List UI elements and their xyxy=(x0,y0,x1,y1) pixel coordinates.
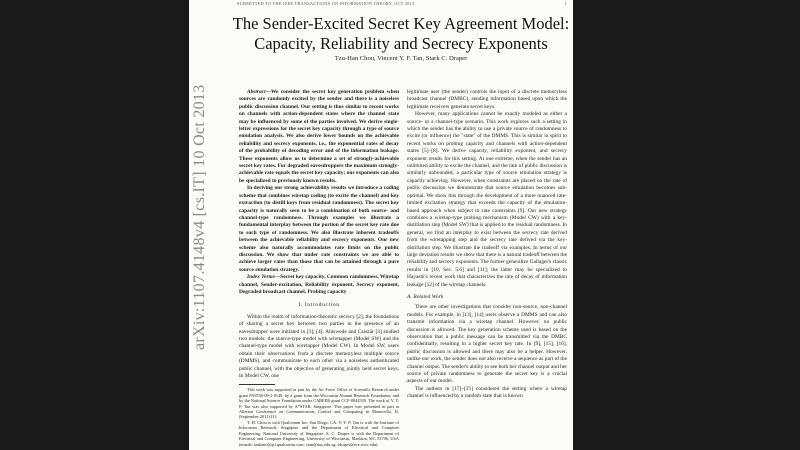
related-paragraph-2: The authors in [17]–[21] considered the setting where a wiretap channel is influenced by a random state that is known xyxy=(407,385,567,400)
footnote-affiliations: T.-H. Chou is with Qualcomm Inc; San Diego, CA. V. Y. F. Tan is with the Institute of Infocomm Research, Singapore and the Department of Electrical and Computer Engineering, National University of Singapore. S. C. Draper is with the Department of Electrical and Computer Engineering, University of Wisconsin, Madison, WI, 53706, USA (emails: tzuhanc@qti.qualcomm.com; vtan@nus.edu.sg; sdraper@ece.wisc.edu). xyxy=(239,419,399,447)
arxiv-margin xyxy=(189,0,229,450)
intro-paragraph-1: Within the realm of information-theoretic secrecy [2], the foundations of sharing a secret key between two parties in the presence of an eavesdropper were initiated in [3], [4]. Ahlswede and Csiszár [3] studied two models: the source-type model with wiretapper (Model SW) and the channel-type model with wiretapper (Model CW). In Model SW, users obtain their observations from a discrete memoryless multiple source (DMMS), and communicate to each other via a noiseless authenticated public channel, with the objective of generating jointly held secret keys. In Model CW, one xyxy=(239,313,399,380)
title-line-2: Capacity, Reliability and Secrecy Exponents xyxy=(254,34,548,53)
related-paragraph-1: There are other investigations that consider non-source, non-channel models. For example, in [13], [14] users observe a DMMS and can also transmit information via a wiretap channel. However, no public discussion is allowed. The key generation scheme used is based on the observation that a public message can be transmitted via the DMBC confidentially, resulting in a higher secret key rate. In [9], [15], [16], public discussion is allowed and there may also be a helper. However, unlike our work, the sender does not also receive a sequence as part of the channel output. The sender's ability to see both her channel output and her source of private randomness to generate the secret key is a crucial aspects of our model. xyxy=(407,304,568,385)
index-terms-lead: Index Terms xyxy=(247,274,275,281)
paper-title xyxy=(229,14,573,54)
running-header xyxy=(237,1,567,6)
abstract-lead: Abstract xyxy=(247,89,266,95)
left-column xyxy=(239,89,399,447)
right-paragraph-1: legitimate user (the sender) controls the input of a discrete memoryless broadcast channel (DMBC), sending information based upon which the legitimate receivers generate secret keys. xyxy=(407,89,567,110)
footnote-funding: This work was supported in part by the Air Force Office of Scientific Research under grant FA9550-09-1-0140, by a grant from the Wisconsin Alumni Research Foundation, and by the National Science Foundation under CAREER grant CCF-0844539. The work of V. Y. F. Tan was also supported by A*STAR, Singapore. This paper was presented in part at Allerton Conference on Communication, Control and Computing in Monticello, IL (September 2011) [1]. xyxy=(239,387,399,420)
section-1-heading: I. Introduction xyxy=(298,302,340,309)
author-list: Tzu-Han Chou, Vincent Y. F. Tan, Stark C. Draper xyxy=(334,55,468,62)
right-paragraph-2: However, many applications cannot be exactly modeled as either a source- or a channel-type scenario. This work explores such a setting in which the sender has the ability to use a private source of randomness to excite (or influence) the "state" of the DMMS. This is similar in spirit to recent works on probing capacity and channels with action-dependent states [5]–[8]. We derive capacity, reliability exponent, and secrecy exponent results for this setting. At one extreme, when the sender has an unlimited ability to excite the channel, and the rate of public discussion is similarly unbounded, a particular type of source emulation strategy is capacity achieving. However, when constraints are placed on the rate of public discussion we demonstrate that source emulation becomes sub-optimal. We show this through the development of a more nuanced rate-limited excitation strategy that exceeds the capacity of the emulation-based approach when subject to rate constraints [9]. Our new strategy combines a wiretap-type probing mechanism (Model CW) with a key-distillation step (Model SW) that is applied to the residual randomness. In general, we find an interplay to exist between the secrecy rate derived from the wiretapping step and the secrecy rate derived via the key-distillation step. We illustrate the tradeoff via examples. In terms of our large deviation results we show that there is a natural tradeoff between the reliability and secrecy exponents. The former generalize Gallager's classic results in [10, Sec. 5.6] and [11]; the latter may be specialized to Hayashi's recent work that characterizes the rate of decay of information leakage [12] of the wiretap channels. xyxy=(407,111,567,288)
subsection-related-work: A. Related Work xyxy=(407,293,444,300)
index-terms-text: —Secret key capacity, Common randomness, Wiretap channel, Sender-excitation, Reliability exponent, Secrecy exponent, Degraded broadcast channel, Probing capacity xyxy=(239,274,400,295)
right-column xyxy=(407,89,567,401)
paper-page xyxy=(229,0,573,450)
index-terms xyxy=(239,274,399,296)
footnote-divider xyxy=(239,384,275,385)
abstract-paragraph-2: In deriving our strong achievability results we introduce a coding scheme that combines wiretap coding (to excite the channel) and key extraction (to distill keys from residual randomness). The secret key capacity is naturally seen to be a combination of both source- and channel-type randomness. Through examples we illustrate a fundamental interplay between the portion of the secret key rate due to each type of randomness. We also illustrate inherent tradeoffs between the achievable reliability and secrecy exponents. Our new scheme also naturally accommodates rate limits on the public discussion. We show that under rate constraints we are able to achieve larger rates than those that can be attained through a pure source emulation strategy. xyxy=(239,185,399,273)
page-number: 1 xyxy=(564,1,567,6)
running-header-text: SUBMITTED TO THE IEEE TRANSACTIONS ON INFORMATION THEORY, OCT 2013 xyxy=(237,1,415,6)
abstract-paragraph-1 xyxy=(239,89,399,185)
title-line-1: The Sender-Excited Secret Key Agreement Model: xyxy=(232,14,570,33)
abstract-text-1: —We consider the secret key generation problem when sources are randomly excited by the sender and there is a noiseless public discussion channel. Our setting is thus similar to recent works on channels with action-dependent states where the channel state may be influenced by some of the parties involved. We derive single-letter expressions for the secret key capacity through a type of source emulation analysis. We also derive lower bounds on the achievable reliability and secrecy exponents, i.e., the exponential rates of decay of the probability of decoding error and of the information leakage. These exponents allow us to determine a set of strongly-achievable secret key rates. For degraded eavesdroppers the maximum strongly-achievable rate equals the secret key capacity; our exponents can also be specialized to previously known results. xyxy=(239,89,399,184)
arxiv-stamp: arXiv:1107.4148v4 [cs.IT] 10 Oct 2013 xyxy=(191,84,208,350)
